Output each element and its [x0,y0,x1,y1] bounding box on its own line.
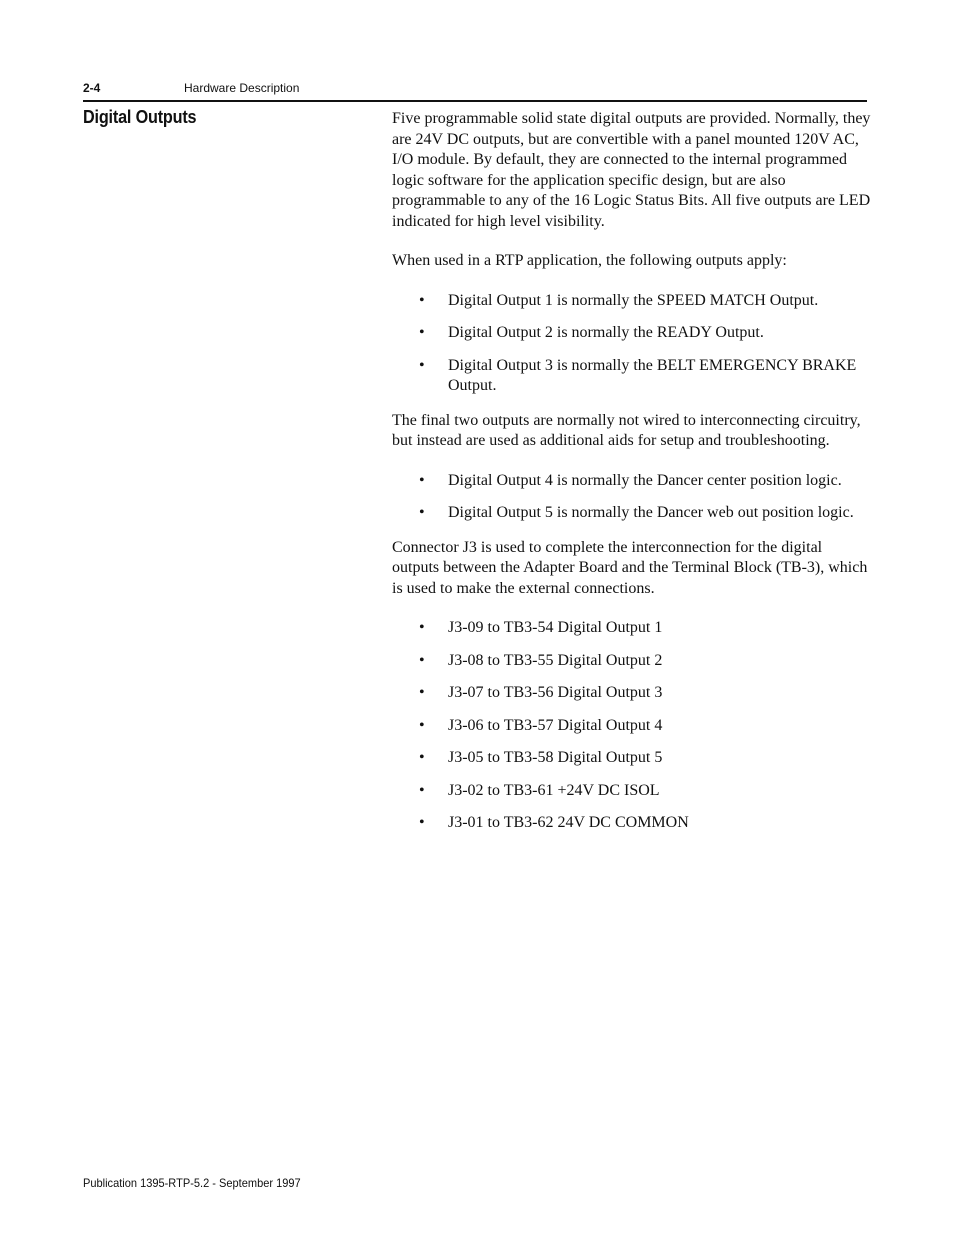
paragraph-connector-j3: Connector J3 is used to complete the interconnection for the digital outputs between the Adapter Board and the Terminal Block (TB-3), which is used to make the external connections. [392,538,868,597]
bullet-icon: • [419,471,425,489]
section-heading: Digital Outputs [83,107,197,127]
list-item-text: Digital Output 1 is normally the SPEED MATCH Output. [448,291,819,309]
running-title: Hardware Description [184,81,300,95]
connector-pin-list [392,618,872,834]
bullet-icon: • [419,619,425,636]
bullet-icon: • [419,684,425,701]
list-item [392,291,872,312]
paragraph-intro: Five programmable solid state digital outputs are provided. Normally, they are 24V DC outputs, but are convertible with a panel mounted 120V AC, I/O module. By default, they are connected to the internal programmed logic software for the application specific design, but are also programmable to any of the 16 Logic Status Bits. All five outputs are LED indicated for high level visibility. [392,110,871,230]
list-item-text: Digital Output 3 is normally the BELT EMERGENCY BRAKE Output. [448,356,857,394]
bullet-icon: • [419,716,425,734]
list-item-text: J3-07 to TB3-56 Digital Output 3 [448,684,663,701]
list-item-text: J3-09 to TB3-54 Digital Output 1 [448,619,663,636]
list-item-text: J3-01 to TB3-62 24V DC COMMON [448,814,689,831]
list-item [392,471,872,492]
page-header [83,80,867,102]
list-item [392,716,872,737]
list-item [392,781,872,802]
list-item [392,683,872,704]
bullet-icon: • [419,814,425,831]
list-item [392,748,872,769]
bullet-icon: • [419,781,425,799]
list-item-text: J3-08 to TB3-55 Digital Output 2 [448,651,663,669]
bullet-icon: • [419,651,425,669]
output-list-aids [392,471,872,524]
paragraph-rtp-application: When used in a RTP application, the following outputs apply: [392,252,787,269]
list-item [392,323,872,344]
bullet-icon: • [419,356,425,374]
bullet-icon: • [419,324,425,341]
list-item-text: J3-02 to TB3-61 +24V DC ISOL [448,781,660,799]
list-item-text: J3-06 to TB3-57 Digital Output 4 [448,716,663,734]
paragraph-final-two-outputs: The final two outputs are normally not wired to interconnecting circuitry, but instead are used as additional aids for setup and troubleshooting. [392,411,861,449]
list-item-text: J3-05 to TB3-58 Digital Output 5 [448,749,663,766]
output-list-rtp [392,291,872,397]
body-column [392,109,872,848]
bullet-icon: • [419,749,425,766]
list-item [392,813,872,834]
list-item-text: Digital Output 2 is normally the READY Output. [448,324,764,341]
list-item [392,651,872,672]
list-item-text: Digital Output 5 is normally the Dancer web out position logic. [448,504,854,521]
bullet-icon: • [419,291,425,309]
list-item [392,503,872,524]
page-footer: Publication 1395-RTP-5.2 - September 1997 [83,1176,301,1190]
list-item-text: Digital Output 4 is normally the Dancer center position logic. [448,471,842,489]
bullet-icon: • [419,504,425,521]
page-number: 2-4 [83,81,101,95]
list-item [392,356,872,397]
list-item [392,618,872,639]
